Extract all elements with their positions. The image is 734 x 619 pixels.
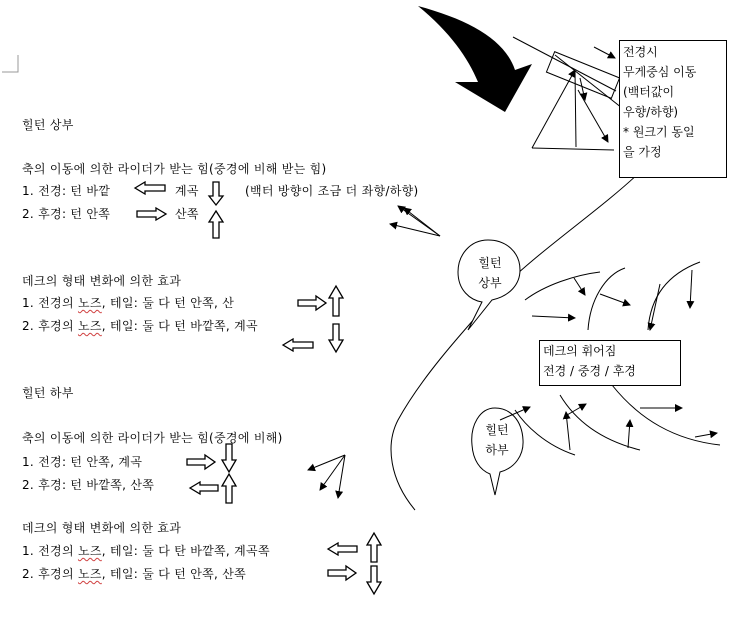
bubble-lower-line2: 하부: [485, 443, 509, 457]
upper-heading: 힐턴 상부: [22, 118, 74, 132]
page-corner-mark: [2, 55, 18, 72]
left-block-arrow: [190, 482, 218, 494]
lower-deck-title: 데크의 형태 변화에 의한 효과: [22, 521, 182, 535]
right-block-arrow: [328, 566, 356, 580]
upper-deck-line1-b: , 테일: 둘 다 턴 안쪽, 산: [101, 296, 235, 310]
slope-line-lower: [555, 55, 622, 108]
deck-box-line1: 데크의 휘어짐: [543, 344, 617, 358]
lower-heading: 힐턴 하부: [22, 386, 74, 400]
left-block-arrow: [328, 543, 357, 555]
up-block-arrow: [367, 533, 381, 562]
note-line4: 우향/하향): [623, 105, 679, 119]
bubble-upper-line1: 힐턴: [478, 256, 502, 270]
lower-deck-line1-b: , 테일: 둘 다 탄 바깥쪽, 계곡쪽: [101, 544, 270, 558]
bubble-upper-line2: 상부: [478, 276, 502, 290]
upper-axis-line2-prefix: 2. 후경: 턴 안쪽: [22, 207, 111, 221]
turn-outer-curve: [530, 230, 660, 300]
big-black-arrow: [418, 6, 532, 112]
lower-deck-line2-b: , 테일: 둘 다 턴 안쪽, 산쪽: [101, 567, 247, 581]
vector-fan-lower: [308, 455, 345, 498]
lower-deck-line1-a: 1. 전경의: [22, 544, 78, 558]
upper-deck-line2-a: 2. 후경의: [22, 319, 78, 333]
note-line5: * 원크기 동일: [623, 125, 695, 139]
down-block-arrow: [222, 444, 236, 472]
upper-deck-line1-nose: 노즈: [77, 296, 102, 310]
up-block-arrow: [222, 474, 236, 503]
left-block-arrow: [135, 182, 165, 194]
deck-arcs-upper: [525, 262, 700, 330]
upper-axis-line1-suffix: 계곡: [175, 184, 199, 198]
right-block-arrow: [137, 208, 166, 220]
lower-deck-line2: [22, 566, 246, 582]
right-block-arrow: [187, 455, 215, 469]
lower-axis-line1: 1. 전경: 턴 안쪽, 계곡: [22, 455, 143, 469]
lower-deck-line1-nose: 노즈: [77, 544, 102, 558]
note-line6: 을 가정: [623, 145, 662, 159]
up-block-arrow: [209, 211, 223, 238]
upper-deck-line2-b: , 테일: 둘 다 턴 바깥쪽, 계곡: [101, 319, 258, 333]
note-box: [619, 40, 727, 178]
upper-deck-line1: [22, 295, 234, 311]
lower-deck-line1: [22, 543, 270, 559]
bubble-upper-label: [470, 253, 510, 293]
lower-deck-line2-a: 2. 후경의: [22, 567, 78, 581]
upper-deck-line2: [22, 318, 258, 334]
left-block-arrow: [283, 339, 313, 351]
upper-axis-line1-prefix: 1. 전경: 턴 바깥: [22, 184, 111, 198]
note-line2: 무게중심 이동: [623, 65, 697, 79]
lower-deck-line2-nose: 노즈: [77, 567, 102, 581]
vector-fan-upper: [390, 206, 440, 236]
note-line3: (백터값이: [623, 85, 675, 99]
down-block-arrow: [209, 182, 223, 205]
slope-line-upper: [513, 37, 616, 91]
upper-axis-line2-suffix: 산쪽: [175, 207, 199, 221]
deck-arcs-lower: [500, 385, 720, 455]
note-line1: 전경시: [623, 45, 658, 59]
lower-axis-title: 축의 이동에 의한 라이더가 받는 힘(중경에 비해): [22, 431, 283, 445]
upper-axis-title: 축의 이동에 의한 라이더가 받는 힘(중경에 비해 받는 힘): [22, 162, 327, 176]
upper-axis-line1: [22, 183, 110, 199]
upper-deck-line2-nose: 노즈: [77, 319, 102, 333]
deck-box: [539, 340, 681, 386]
lower-axis-line2: 2. 후경: 턴 바깥쪽, 산쪽: [22, 478, 155, 492]
vector-triangle: [532, 70, 614, 150]
deck-box-line2: 전경 / 중경 / 후경: [543, 364, 636, 378]
upper-axis-line1-note: (백터 방향이 조금 더 좌향/하향): [245, 184, 419, 198]
upper-deck-line1-a: 1. 전경의: [22, 296, 78, 310]
small-arrow-right: [594, 47, 615, 58]
bubble-lower-label: [477, 420, 517, 460]
right-block-arrow: [298, 296, 326, 310]
down-block-arrow: [367, 566, 381, 594]
upper-deck-title: 데크의 형태 변화에 의한 효과: [22, 274, 182, 288]
bubble-lower-line1: 힐턴: [485, 423, 509, 437]
up-block-arrow: [329, 286, 343, 316]
down-block-arrow: [329, 324, 343, 352]
